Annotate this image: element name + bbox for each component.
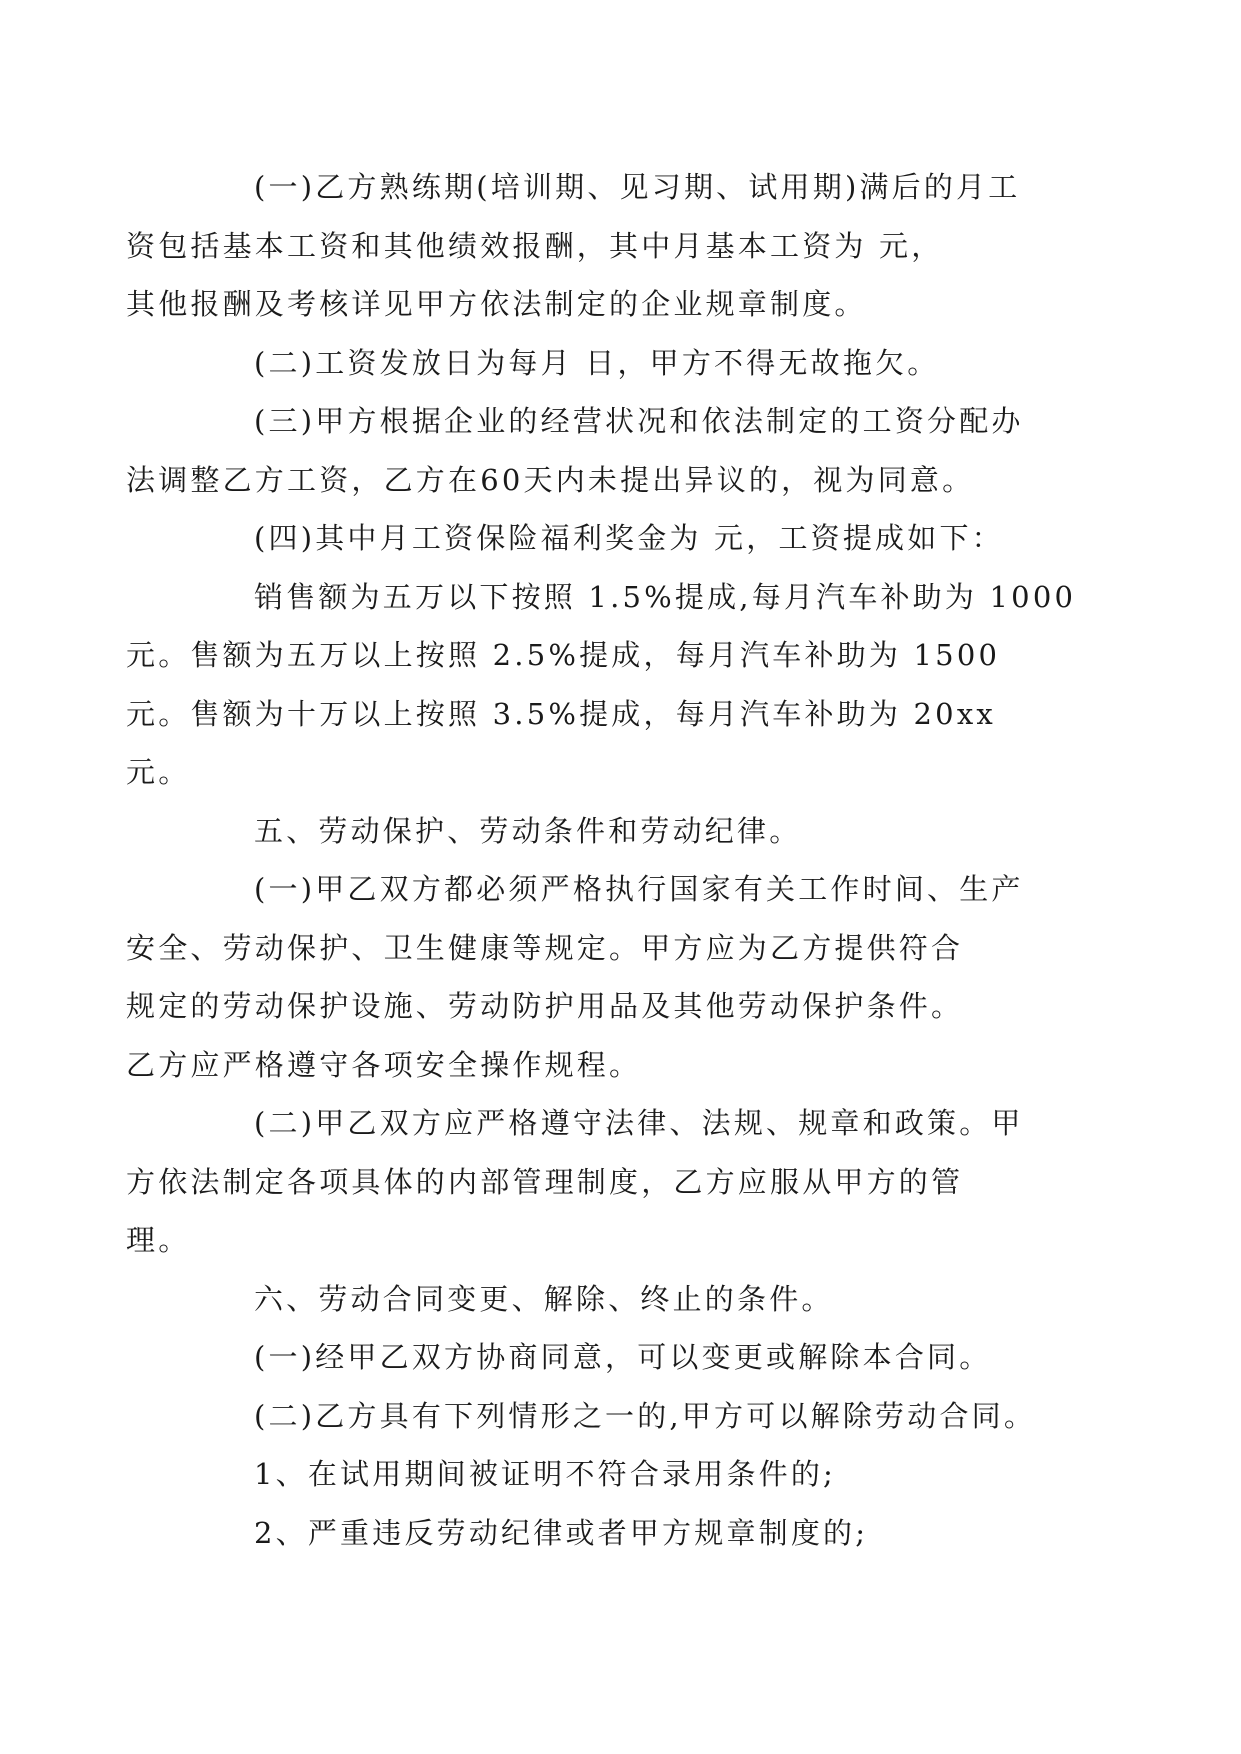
- text-line: 元。: [126, 755, 191, 789]
- text-line: 乙方应严格遵守各项安全操作规程。: [126, 1047, 642, 1082]
- text-line: 1、在试用期间被证明不符合录用条件的;: [254, 1457, 837, 1491]
- text-line: (二)甲乙双方应严格遵守法律、法规、规章和政策。甲: [254, 1106, 1024, 1140]
- text-line: 方依法制定各项具体的内部管理制度，乙方应服从甲方的管: [126, 1164, 964, 1199]
- text-line: 资包括基本工资和其他绩效报酬，其中月基本工资为 元，: [126, 228, 944, 263]
- text-line: 元。售额为十万以上按照 3.5%提成，每月汽车补助为 20xx: [126, 696, 996, 731]
- paragraph-laws-compliance: [126, 1094, 1060, 1270]
- paragraph-bonus: [190, 509, 1060, 568]
- text-line: 安全、劳动保护、卫生健康等规定。甲方应为乙方提供符合: [126, 930, 964, 965]
- text-line: (一)经甲乙双方协商同意，可以变更或解除本合同。: [254, 1340, 992, 1374]
- text-line: (三)甲方根据企业的经营状况和依法制定的工资分配办: [254, 404, 1024, 438]
- section-heading-contract-change: [190, 1270, 1060, 1329]
- text-line: (四)其中月工资保险福利奖金为 元，工资提成如下：: [254, 521, 1004, 555]
- paragraph-pay-day: [190, 334, 1060, 393]
- text-line: 规定的劳动保护设施、劳动防护用品及其他劳动保护条件。: [126, 989, 964, 1023]
- list-item-probation: [190, 1445, 1060, 1504]
- paragraph-wage-adjustment: [126, 392, 1060, 509]
- text-line: 六、劳动合同变更、解除、终止的条件。: [254, 1281, 834, 1316]
- text-line: (二)工资发放日为每月 日，甲方不得无故拖欠。: [254, 345, 940, 380]
- paragraph-mutual-change: [190, 1328, 1060, 1387]
- text-line: (一)乙方熟练期(培训期、见习期、试用期)满后的月工: [254, 170, 1021, 204]
- text-line: 理。: [126, 1223, 191, 1257]
- list-item-discipline-violation: [190, 1504, 1060, 1563]
- text-line: (一)甲乙双方都必须严格执行国家有关工作时间、生产: [254, 872, 1024, 906]
- paragraph-wage-composition: [126, 158, 1060, 334]
- section-heading-labor-protection: [190, 802, 1060, 861]
- text-line: 法调整乙方工资，乙方在60天内未提出异议的，视为同意。: [126, 462, 975, 497]
- text-line: (二)乙方具有下列情形之一的,甲方可以解除劳动合同。: [254, 1398, 1037, 1433]
- paragraph-commission: [126, 568, 1077, 802]
- text-line: 2、严重违反劳动纪律或者甲方规章制度的;: [254, 1515, 869, 1550]
- text-line: 元。售额为五万以上按照 2.5%提成，每月汽车补助为 1500: [126, 638, 1001, 672]
- text-line: 五、劳动保护、劳动条件和劳动纪律。: [254, 813, 802, 848]
- document-body: [126, 158, 1077, 1562]
- paragraph-termination-conditions: [190, 1387, 1060, 1446]
- text-line: 销售额为五万以下按照 1.5%提成,每月汽车补助为 1000: [254, 579, 1077, 614]
- paragraph-safety-rules: [126, 860, 1060, 1094]
- text-line: 其他报酬及考核详见甲方依法制定的企业规章制度。: [126, 287, 867, 321]
